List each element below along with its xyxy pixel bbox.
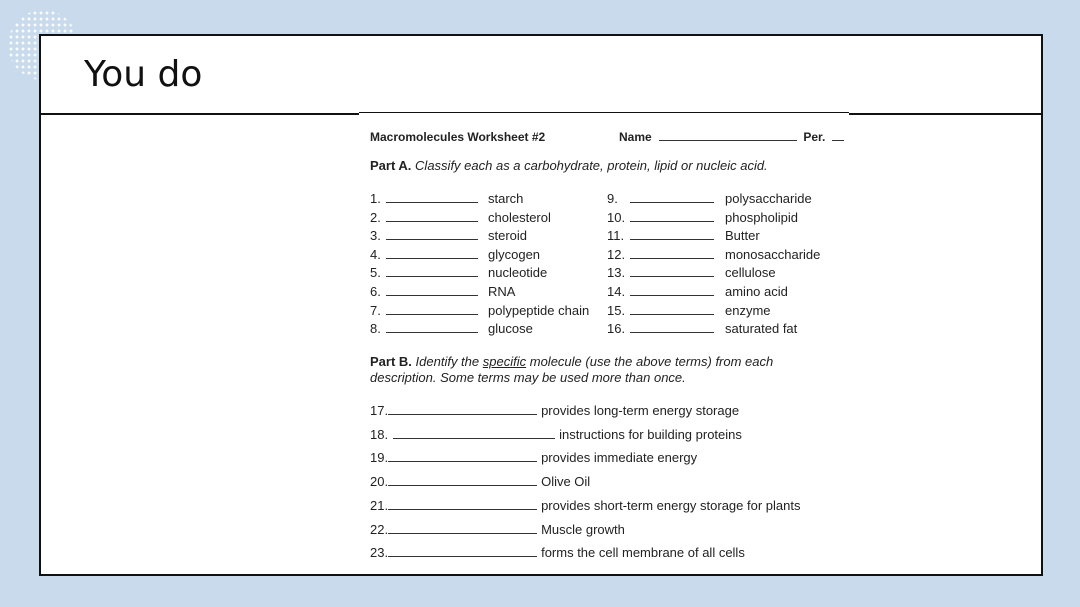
part-b-instruction-line2-wrap: [370, 370, 686, 385]
part-a-item: [370, 320, 605, 337]
name-blank: [659, 140, 797, 141]
part-a-item: [607, 320, 847, 337]
answer-blank: [630, 276, 714, 277]
item-number: 23.: [370, 545, 389, 561]
answer-blank: [386, 221, 478, 222]
item-number: 3.: [370, 228, 381, 244]
part-a-item: [607, 190, 847, 207]
part-b-item: [370, 544, 745, 561]
slide-title-area: [41, 36, 1041, 115]
item-term: polysaccharide: [725, 191, 812, 206]
item-number: 20.: [370, 474, 389, 490]
worksheet-title: Macromolecules Worksheet #2: [370, 130, 546, 144]
answer-blank: [630, 332, 714, 333]
item-term: nucleotide: [488, 265, 548, 281]
part-a-item: [607, 227, 847, 244]
item-description: forms the cell membrane of all cells: [541, 545, 745, 561]
item-number: 15.: [607, 302, 626, 318]
item-number: 10.: [607, 209, 626, 225]
part-b-instruction-post: molecule (use the above terms) from each: [529, 354, 774, 369]
item-description: Olive Oil: [541, 474, 591, 490]
item-term: glycogen: [488, 246, 541, 262]
item-term: starch: [488, 191, 524, 206]
item-number: 22.: [370, 521, 389, 537]
period-blank: [832, 140, 844, 141]
item-term: saturated fat: [725, 321, 798, 337]
item-term: cellulose: [725, 265, 776, 281]
item-number: 4.: [370, 246, 381, 262]
answer-blank: [386, 295, 478, 296]
part-b-heading: [370, 354, 773, 369]
answer-blank: [386, 314, 478, 315]
name-label: Name: [619, 130, 652, 144]
part-a-item: [370, 246, 605, 263]
answer-blank: [630, 258, 714, 259]
item-term: amino acid: [725, 284, 788, 299]
answer-blank: [386, 239, 478, 240]
part-a-item: [607, 264, 847, 281]
part-b-instruction-line2: description. Some terms may be used more than once.: [370, 370, 686, 385]
part-a-heading: [370, 158, 768, 173]
slide: [39, 34, 1043, 576]
worksheet-name-line: [619, 130, 844, 144]
item-number: 12.: [607, 246, 626, 262]
answer-blank: [388, 533, 537, 534]
part-b-instruction-pre: Identify the: [415, 354, 480, 369]
answer-blank: [393, 438, 555, 439]
part-a-item: [607, 246, 847, 263]
part-b-item: [370, 402, 739, 419]
part-a-item: [370, 209, 605, 226]
item-number: 7.: [370, 302, 381, 318]
answer-blank: [386, 202, 478, 203]
item-term: glucose: [488, 321, 533, 337]
answer-blank: [386, 276, 478, 277]
part-a-item: [607, 302, 847, 319]
item-number: 5.: [370, 265, 381, 281]
item-term: monosaccharide: [725, 246, 821, 262]
answer-blank: [386, 332, 478, 333]
part-a-instruction: Classify each as a carbohydrate, protein, lipid or nucleic acid.: [415, 158, 768, 173]
answer-blank: [388, 485, 537, 486]
answer-blank: [388, 556, 537, 557]
item-number: 19.: [370, 450, 389, 466]
answer-blank: [630, 202, 714, 203]
item-term: RNA: [488, 284, 516, 299]
answer-blank: [630, 314, 714, 315]
part-b-label: Part B.: [370, 354, 412, 369]
item-term: cholesterol: [488, 209, 551, 225]
part-b-item: [370, 497, 800, 514]
answer-blank: [630, 221, 714, 222]
item-number: 6.: [370, 284, 381, 299]
item-number: 2.: [370, 209, 381, 225]
part-a-item: [370, 190, 605, 207]
part-b-item: [370, 473, 590, 490]
item-number: 14.: [607, 284, 626, 299]
part-a-item: [370, 302, 605, 319]
item-number: 18.: [370, 426, 389, 442]
item-description: Muscle growth: [541, 521, 625, 537]
item-number: 9.: [607, 191, 618, 206]
item-number: 11.: [607, 228, 625, 244]
part-b-item: [370, 521, 625, 538]
period-label: Per.: [803, 130, 826, 144]
part-a-item: [370, 283, 605, 300]
part-a-item: [607, 209, 847, 226]
item-term: steroid: [488, 228, 528, 244]
answer-blank: [388, 414, 537, 415]
item-term: phospholipid: [725, 209, 799, 225]
worksheet-image: [359, 112, 849, 576]
answer-blank: [630, 239, 714, 240]
part-a-label: Part A.: [370, 158, 412, 173]
answer-blank: [630, 295, 714, 296]
item-description: instructions for building proteins: [559, 426, 742, 442]
item-description: provides long-term energy storage: [541, 403, 740, 418]
item-number: 8.: [370, 321, 381, 337]
item-description: provides short-term energy storage for plants: [541, 497, 801, 513]
part-a-item: [607, 283, 847, 300]
item-number: 21.: [370, 497, 389, 513]
answer-blank: [388, 461, 537, 462]
item-number: 1.: [370, 191, 381, 206]
slide-title: You do: [84, 54, 203, 95]
part-b-item: [370, 449, 697, 466]
item-description: provides immediate energy: [541, 450, 698, 466]
item-number: 17.: [370, 403, 389, 418]
part-b-instruction-specific: specific: [482, 354, 527, 369]
part-a-item: [370, 227, 605, 244]
item-number: 16.: [607, 321, 626, 337]
item-term: polypeptide chain: [488, 302, 590, 318]
part-a-item: [370, 264, 605, 281]
part-b-item: [370, 426, 742, 443]
item-term: Butter: [725, 228, 760, 244]
answer-blank: [388, 509, 537, 510]
item-term: enzyme: [725, 302, 771, 318]
answer-blank: [386, 258, 478, 259]
item-number: 13.: [607, 265, 626, 281]
